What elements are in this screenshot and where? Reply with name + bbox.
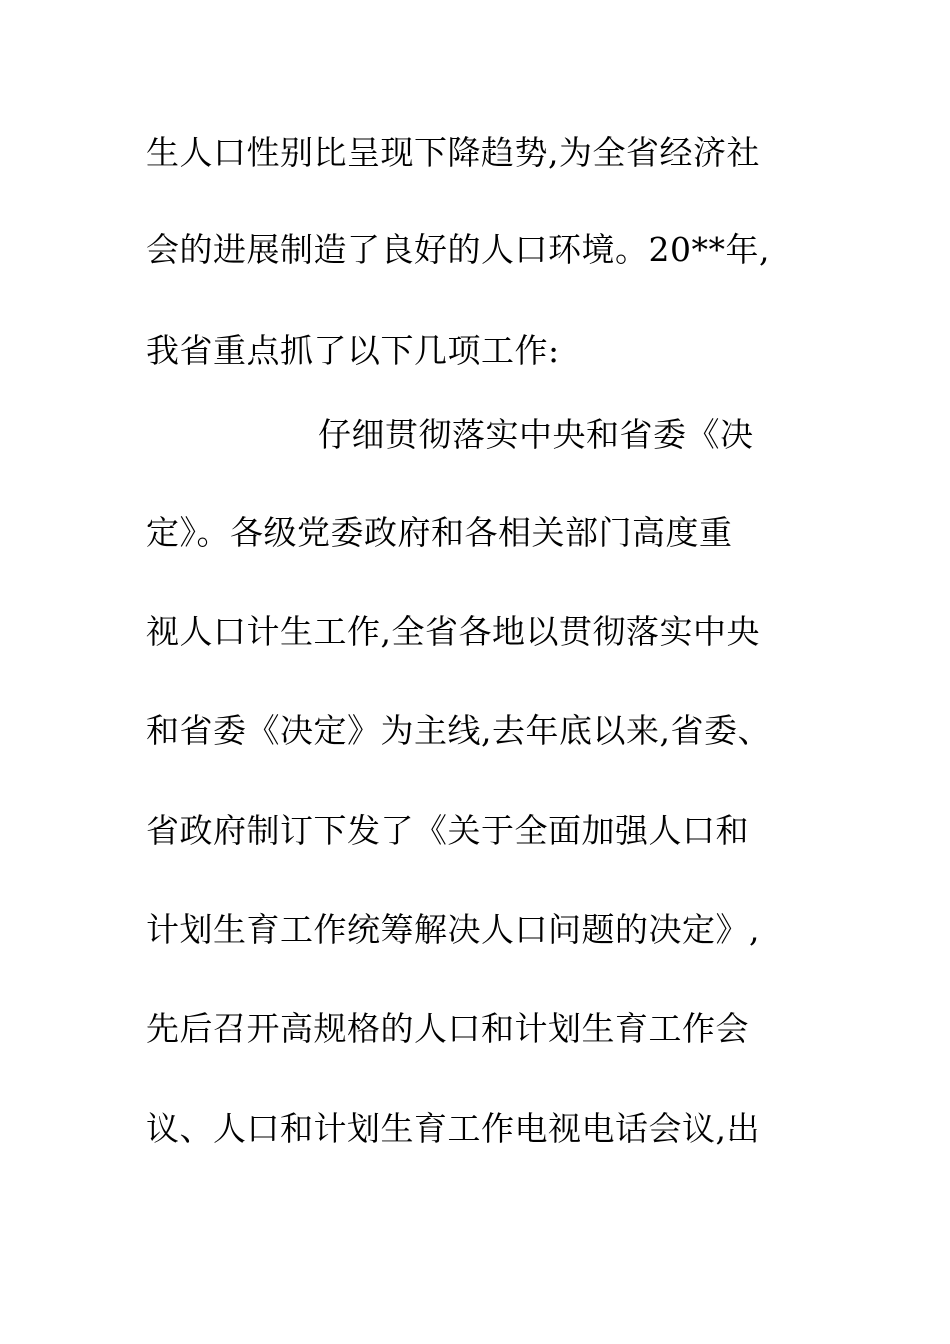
text-line-5: 定》。各级党委政府和各相关部门高度重 [146,513,733,552]
text-line-2: 会的进展制造了良好的人口环境。20**年, [146,230,770,269]
text-line-8: 省政府制订下发了《关于全面加强人口和 [146,811,749,850]
text-line-6: 视人口计生工作,全省各地以贯彻落实中央 [146,612,760,651]
text-line-4: 仔细贯彻落实中央和省委《决 [318,415,754,454]
text-line-1: 生人口性别比呈现下降趋势,为全省经济社 [146,133,760,172]
text-line-7: 和省委《决定》为主线,去年底以来,省委、 [146,711,771,750]
text-line-11: 议、人口和计划生育工作电视电话会议,出 [146,1109,760,1148]
text-line-10: 先后召开高规格的人口和计划生育工作会 [146,1009,749,1048]
text-line-3: 我省重点抓了以下几项工作: [146,331,560,370]
text-line-9: 计划生育工作统筹解决人口问题的决定》, [146,910,760,949]
